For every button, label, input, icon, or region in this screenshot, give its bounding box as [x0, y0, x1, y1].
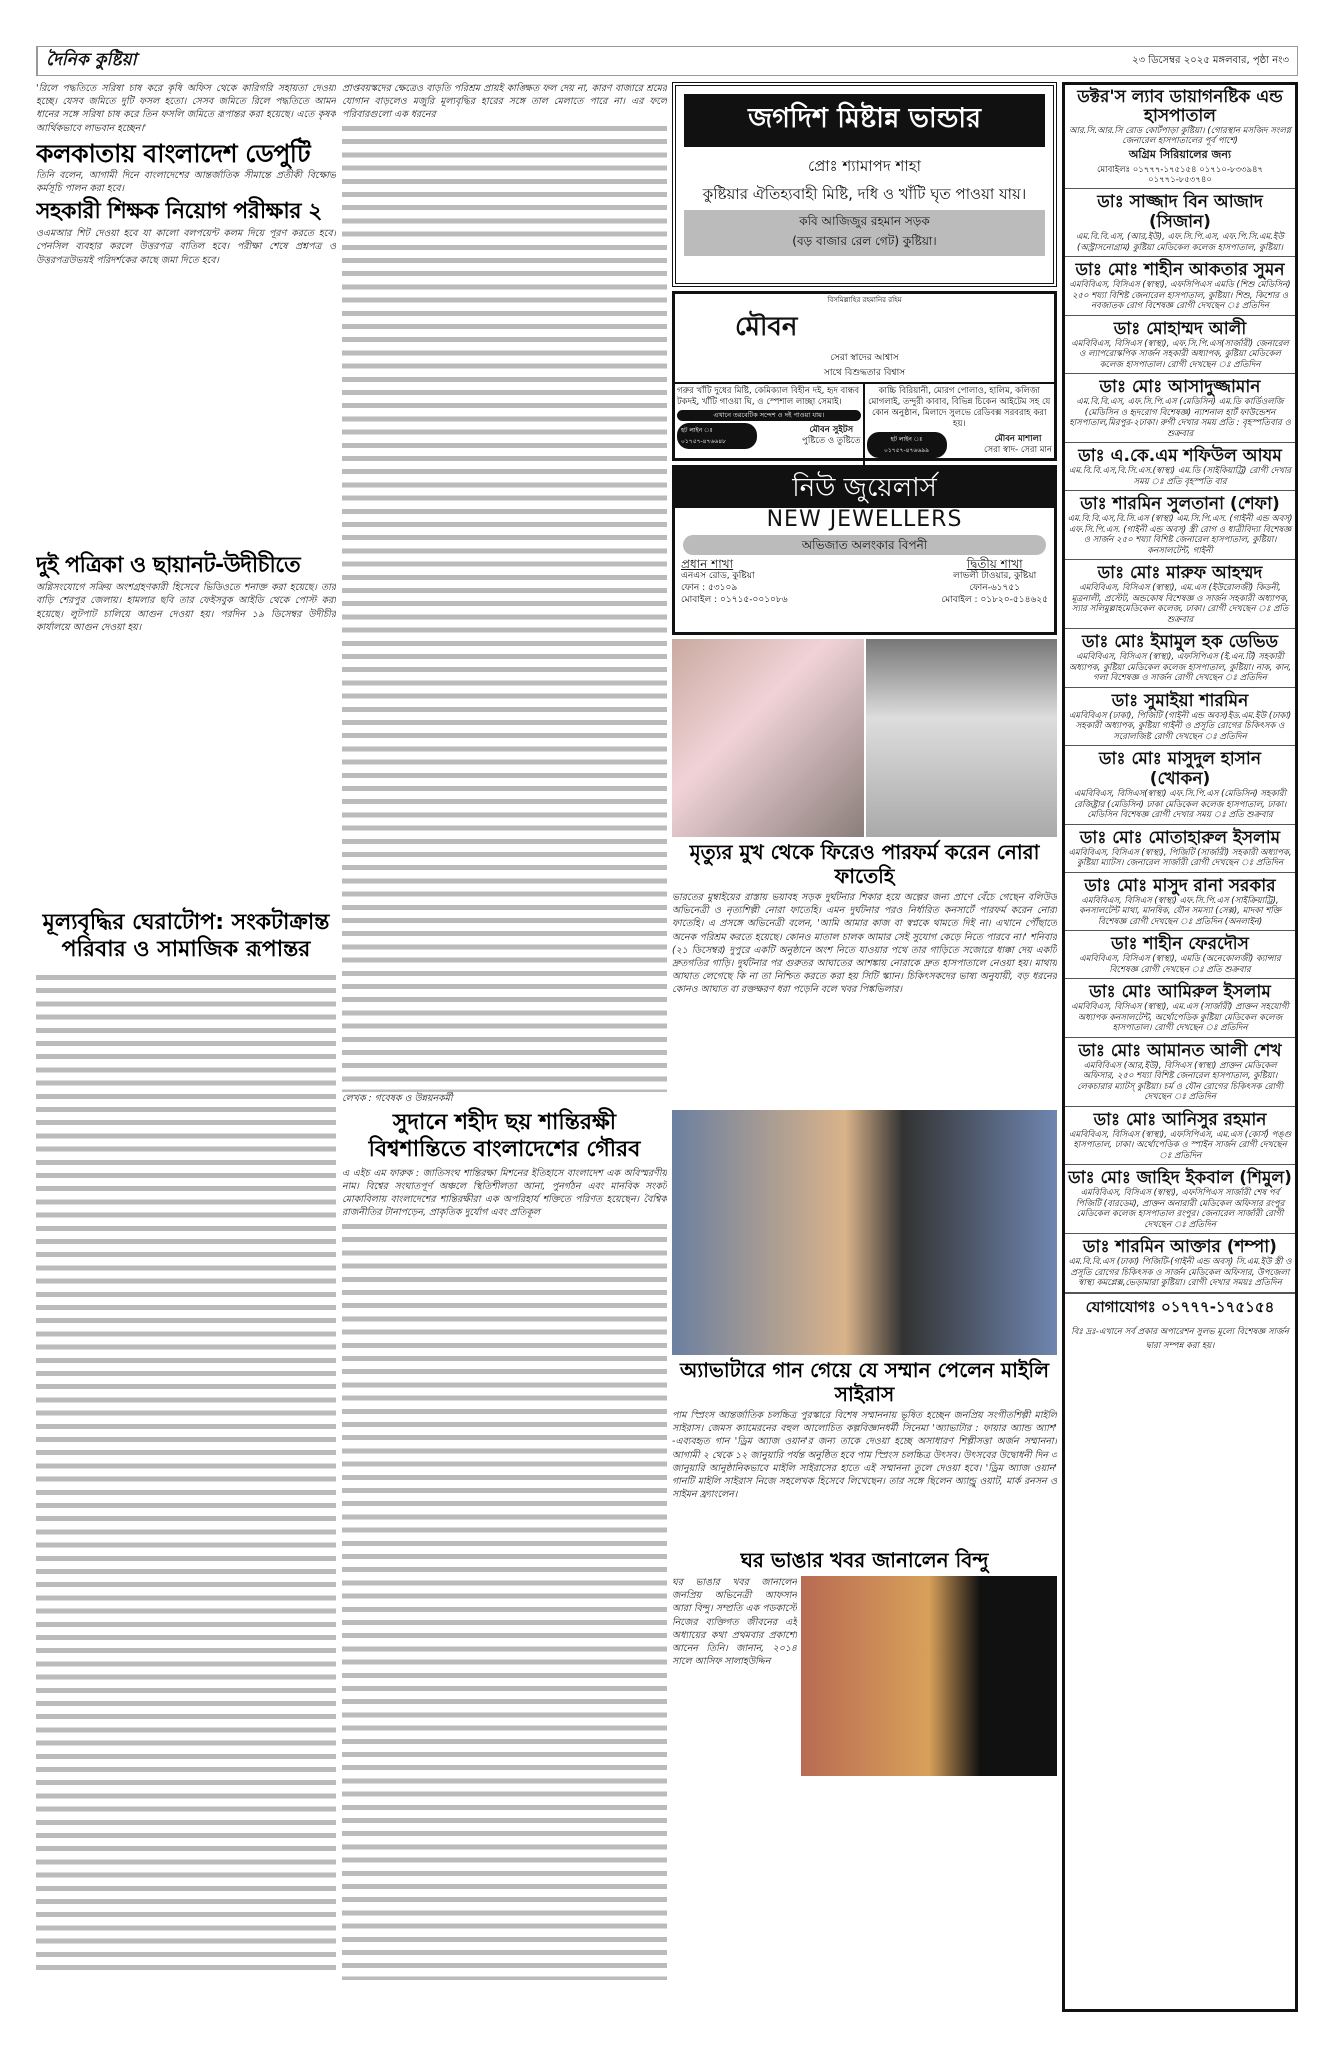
mouban-slogan1: সেরা স্বাদের আশ্বাস	[830, 353, 899, 363]
doctor-card	[1065, 491, 1295, 560]
column-4-doctors-lab	[1062, 82, 1298, 2012]
branch-2-phone: ফোন-৬১৭৫১	[969, 583, 1021, 593]
article-intro: 'রিলে পদ্ধতিতে সরিষা চাষ করে কৃষি অফিস থেকে কারিগরি সহায়তা দেওয়া হচ্ছে। যেসব জমিতে দুটি ফসল হতো। সেসব জমিতে রিলে পদ্ধতিতে আমন ধানের সঙ্গে সরিষা চাষ করে তিন ফসলি জমিতে রূপান্তর করা হয়েছে। এতে কৃষক আর্থিকভাবে লাভবান হচ্ছেন।'	[36, 83, 336, 134]
branch-1-phone: ফোন : ৫৩১০৯	[681, 583, 738, 593]
headline-udichi: দুই পত্রিকা ও ছায়ানট-উদীচীতে	[36, 553, 301, 579]
column-3	[672, 82, 1057, 2012]
doctor-details: এম.বি.বি.এস,বি.সি.এস.(স্বাস্থ্য) এম.ডি (সাইকিয়াট্রি) রোগী দেখার সময় ঃ প্রতি বৃহস্পতি বার	[1068, 466, 1292, 487]
mouban-left-text: গরুর খাঁটি দুধের মিষ্টি, কেমিক্যাল বিহীন দই, হৃদ বান্ধব টকদই, খাঁটি গাওয়া ঘি, ও স্পেশাল লাচ্ছা সেমাই।	[677, 386, 860, 407]
jewellers-branch-1	[681, 558, 788, 606]
jewellers-title-en: NEW JEWELLERS	[766, 507, 963, 532]
lab-serial: অগ্রিম সিরিয়ালের জন্য	[1128, 148, 1232, 161]
doctor-name: ডাঃ মোঃ মারুফ আহম্মদ	[1097, 563, 1263, 583]
headline-nora: মৃত্যুর মুখ থেকে ফিরেও পারফর্ম করেন নোরা ফাতেহি	[689, 840, 1040, 888]
lab-header	[1065, 85, 1295, 189]
doctor-card	[1065, 1165, 1295, 1234]
bindu-block	[672, 1576, 1057, 1776]
doctor-card	[1065, 560, 1295, 629]
doctor-details: এমবিবিএস, বিসিএস (স্বাস্থ্য) এফ.সি.পি.এস (সাইক্রিয়াট্রি), কনসালটেন্ট মাথা, মানষিক, যৌন সমস্যা (সেক্স), মাদকা শক্তি বিশেষজ্ঞ রোগী দেখছেন ঃ প্রতিদিন (অনলাইন)	[1078, 895, 1282, 927]
paper-name: দৈনিক কুষ্টিয়া	[46, 50, 137, 70]
doctor-name: ডাঃ শাহীন ফেরদৌস	[1111, 934, 1249, 954]
nora-photo	[672, 639, 864, 837]
doctor-name: ডাঃ মোঃ জাহিদ ইকবাল (শিমুল)	[1068, 1168, 1292, 1188]
car-photo	[866, 639, 1058, 837]
ad-jagadish	[672, 82, 1057, 287]
mouban-right-text: কাচ্চি বিরিয়ানী, মোরগ পোলাও, হালিম, কলিজা মোগলাই, তন্দুরী কাবাব, বিভিন্ন চিকেন আইটেম সহ যে কোন অনুষ্ঠান, মিলাদে সুলভে রেডিবক্স সরবরাহ করা হয়।	[868, 386, 1051, 429]
headline-sudan: সুদানে শহীদ ছয় শান্তিরক্ষী বিশ্বশান্তিতে বাংলাদেশের গৌরব	[368, 1109, 641, 1162]
doctor-details: এমবিবিএস, বিসিএস(স্বাস্থ্য) এফ.সি.পি.এস (মেডিসিন) সহকারী রেজিষ্ট্রার (মেডিসিন) ঢাকা মেডিকেল কলেজ হাসপাতাল, ঢাকা। মেডিসিন বিশেষজ্ঞ রোগী দেখার সময় ঃ প্রতি শুক্রবার	[1073, 789, 1287, 820]
doctor-name: ডাঃ শারমিন সুলতানা (শেফা)	[1080, 494, 1280, 514]
mouban-sections	[675, 382, 1054, 478]
doctor-details: এমবিবিএস, বিসিএস (স্বাস্থ্য), এম.এস (ইউরোলজী) কিডনী, মূত্রনালী, প্রস্টেট, অন্ডকোষ বিশেষজ্ঞ ও সার্জন সহকারী অধ্যাপক, স্যার সলিমুল্লাহমেডিকেল কলেজ, ঢাকা। রোগী দেখছেন ঃ প্রতি শুক্রবার	[1071, 583, 1289, 625]
doctor-details: এমবিবিএস, বিসিএস (স্বাস্থ্য), এফ.সি.পি.এস(সার্জারী) জেনারেল ও ল্যাপরোস্কপিক সার্জন সহকারী অধ্যাপক, কুষ্টিয়া মেডিকেল কলেজ হাসপাতাল। রোগী দেখছেন ঃ প্রতিদিন	[1071, 338, 1289, 370]
article-price-body	[36, 971, 336, 1971]
jagadish-tagline: কুষ্টিয়ার ঐতিহ্যবাহী মিষ্টি, দধি ও খাঁটি ঘৃত পাওয়া যায়।	[702, 185, 1027, 203]
headline-teacher: সহকারী শিক্ষক নিয়োগ পরীক্ষার ২	[36, 199, 322, 225]
doctor-details: এমবিবিএস, বিসিএস (স্বাস্থ্য), এফসিপিএস সার্জারী শেষ পর্ব পিজিটি (বারডেম), প্রাক্তন অনারারী মেডিকেল অফিসার রংপুর মেডিকেল কলেজ হাসপাতাল রংপুর। জেনারেল সার্জারী রোগী দেখছেন ঃ প্রতিদিন	[1075, 1188, 1285, 1230]
doctor-card	[1065, 629, 1295, 688]
doctor-details: এম.বি.বি.এস, এফ.সি.পি.এস (মেডিসিন) এম.ডি কার্ডিওলজি (মেডিসিন ও হৃদরোগ বিশেষজ্ঞ) ন্যাশনাল হার্ট ফাউন্ডেশন হাসপাতাল,মিরপুর-২ঢাকা। রুগী দেখার সময় প্রতি : বৃহস্পতিবার ও শুক্রবার	[1069, 397, 1291, 439]
branch-1-address: এনএস রোড, কুষ্টিয়া	[681, 571, 755, 581]
article-sudan-body	[342, 1220, 667, 1980]
branch-2-address: লাভলী টাওয়ার, কুষ্টিয়া	[953, 571, 1037, 581]
article-continued-body	[342, 122, 667, 1092]
headline-miley: অ্যাভাটারে গান গেয়ে যে সম্মান পেলেন মাইলি সাইরাস	[680, 1358, 1049, 1406]
lab-note: বিঃ দ্রঃ-এখানে সর্ব প্রকার অপারেশন সুলভ মূল্যে বিশেষজ্ঞ সার্জন দ্বারা সম্পন্ন করা হয়।	[1071, 1326, 1289, 1351]
doctor-name: ডাঃ সাজ্জাদ বিন আজাদ (সিজান)	[1097, 192, 1263, 232]
doctor-card	[1065, 688, 1295, 747]
lab-mobile: মোবাইলঃ ০১৭৭৭-১৭৫১৫৪ ০১৭১০-৮৩৩৯৪৭ ০১৭৭১-৮৫৩৭৪০	[1096, 165, 1264, 185]
doctor-name: ডাঃ মোঃ শাহীন আকতার সুমন	[1075, 260, 1285, 280]
doctor-name: ডাঃ মোহাম্মদ আলী	[1113, 318, 1247, 339]
mouban-hotline-2: হট লাইন ঃ ০১৭৫৭-৪৭৬৬৯৯	[867, 432, 947, 458]
mouban-masala-sub: সেরা স্বাদ- সেরা মান	[984, 445, 1052, 455]
nora-photos	[672, 639, 1057, 837]
doctor-name: ডাঃ শারমিন আক্তার (শম্পা)	[1083, 1237, 1277, 1257]
mouban-hotline-1: হট লাইন ঃ ০১৭৫৭-৪৭৬৬৪৮	[677, 423, 757, 449]
doctor-name: ডাঃ মোঃ আনিসুর রহমান	[1093, 1109, 1267, 1130]
doctor-card	[1065, 374, 1295, 443]
doctor-details: এমবিবিএস, বিসিএস (স্বাস্থ্য), এম.এস (সার্জারী) প্রাক্তন সহযোগী অধ্যাপক কনসালটেন্ট, অর্থোপেডিক কুষ্টিয়া মেডিকেল কলেজ হাসপাতাল। রোগী দেখছেন ঃ প্রতিদিন	[1071, 1002, 1289, 1033]
doctor-name: ডাঃ মোঃ আমানত আলী শেখ	[1078, 1040, 1282, 1061]
doctor-details: এম.বি.বি.এস,বি.সি.এস (স্বাস্থ্য) এম.সি.পি.এস. (গাইনী এন্ড অবস্) এফ.সি.পি.এস. (গাইনী এন্ড অবস্) স্ত্রী রোগ ও ধাত্রীবিদ্যা বিশেষজ্ঞ ও সার্জন ২৫০ শয্যা বিশিষ্ট জেনারেল হাসপাতাল, কুষ্টিয়া। কনসালটেন্ট, গাইনী	[1067, 514, 1293, 556]
doctor-card	[1065, 873, 1295, 932]
doctor-details: এমবিবিএস, বিসিএস (স্বাস্থ্য), পিজিটি (সার্জারী) সহকারী অধ্যাপক, কুষ্টিয়া ম্যাটস। জেনারেল সার্জারী রোগী দেখছেন ঃ প্রতিদিন	[1068, 847, 1292, 868]
jewellers-branches	[675, 558, 1054, 606]
mouban-bismillah: বিসমিল্লাহির রহমানির রহিম	[827, 296, 902, 304]
doctor-card	[1065, 189, 1295, 257]
branch-2-mobile: মোবাইল : ০১৮২০-৫১৪৬২৫	[941, 595, 1048, 605]
jewellers-title-bn: নিউ জুয়েলার্স	[675, 468, 1054, 508]
branch-2-title: দ্বিতীয় শাখা	[966, 557, 1023, 571]
mouban-title: মৌবন	[735, 312, 798, 342]
doctor-details: এমবিবিএস (আর,ইউ), বিসিএস (স্বাস্থ্য) প্রাক্তন মেডিকেল অফিসার, ২৫০ শয্যা বিশিষ্ট জেনারেল হাসপাতাল, কুষ্টিয়া। লেকচারার ম্যাটস্ কুষ্টিয়া। চর্ম ও যৌন রোগের চিকিৎসক রোগী দেখছেন ঃ প্রতিদিন	[1077, 1060, 1283, 1102]
mouban-note: এখানে তরবেটিক সন্দেশ ও দই পাওয়া যায়।	[677, 410, 861, 421]
mouban-right	[865, 384, 1055, 478]
doctor-card	[1065, 825, 1295, 873]
doctor-name: ডাঃ মোঃ আসাদুজ্জামান	[1099, 377, 1261, 397]
lab-contact: যোগাযোগঃ ০১৭৭৭-১৭৫১৫৪	[1065, 1293, 1295, 1323]
jagadish-title: জগদিশ মিষ্টান্ন ভান্ডার	[684, 94, 1045, 147]
doctor-details: এমবিবিএস, বিসিএস (স্বাস্থ্য), এফসিপিএস (ই.এন.টি) সহকারী অধ্যাপক, কুষ্টিয়া মেডিকেল কলেজ হাসপাতাল, কুষ্টিয়া। নাক, কান, গলা বিশেষজ্ঞ ও সার্জন রোগী দেখছেন ঃ প্রতিদিন	[1068, 652, 1292, 683]
doctor-details: এম.বি.বি.এস, (আর,ইউ), এফ.সি.পি.এস, এফ.পি.সি.এম.ইউ (অস্ট্রাসনোগ্রাম) কুষ্টিয়া মেডিকেল কলেজ হাসপাতাল, কুষ্টিয়া।	[1076, 232, 1284, 253]
doctor-card	[1065, 931, 1295, 979]
mouban-sweets-sub: পুষ্টিতে ও তুষ্টিতে	[802, 436, 861, 446]
article-sudan: এ এইচ এম ফারুক : জাতিসংঘ শান্তিরক্ষা মিশনের ইতিহাসে বাংলাদেশ এক অবিস্মরণীয় নাম। বিশ্বের সংঘাতপূর্ণ অঞ্চলে স্থিতিশীলতা আনা, পুনর্গঠন এবং মানবিক সংকট মোকাবিলায় বাংলাদেশের শান্তিরক্ষীরা এক অপরিহার্য শক্তিতে পরিণত হয়েছেন। বৈশ্বিক রাজনীতির টানাপড়েন, প্রাকৃতিক দুর্যোগ এবং প্রতিকূল	[342, 1167, 667, 1219]
jewellers-branch-2	[941, 558, 1048, 606]
bindu-photo	[801, 1576, 1057, 1776]
jewellers-tag: অভিজাত অলংকার বিপনী	[683, 535, 1046, 555]
doctor-name: ডাঃ মোঃ মোতাহারুল ইসলাম	[1079, 827, 1281, 848]
doctor-card	[1065, 1038, 1295, 1107]
doctor-name: ডাঃ মোঃ ইমামুল হক ডেভিড	[1081, 632, 1279, 652]
doctor-details: এমবিবিএস, বিসিএস (স্বাস্থ্য), এমডি (অনেকোলজী) ক্যান্সার বিশেষজ্ঞ রোগী দেখছেন ঃ প্রতি শুক্রবার	[1079, 954, 1281, 975]
doctor-card	[1065, 1234, 1295, 1293]
article-kolkata: তিনি বলেন, আগামী দিনে বাংলাদেশের আন্তর্জাতিক সীমান্তে প্রতীকী বিক্ষোভ কর্মসূচি পালন করা হবে।	[36, 169, 336, 195]
doctor-details: এমবিবিএস (ঢাকা), পিজিটি (গাইনী এন্ড অবস)ইড.এম.ইউ (ঢাকা) সহকারী অধ্যাপক, কুষ্টিয়া গাইনী ও প্রসূতি রোগের চিকিৎসক ও সরোলজিষ্ট রোগী দেখছেন ঃ প্রতিদিন	[1068, 710, 1292, 742]
date-page: ২৩ ডিসেম্বর ২০২৫ মঙ্গলবার, পৃষ্ঠা নং৩	[1132, 54, 1289, 66]
jagadish-address	[684, 210, 1045, 256]
headline-kolkata: কলকাতায় বাংলাদেশ ডেপুটি	[36, 138, 311, 168]
headline-price: মূল্যবৃদ্ধির ঘেরাটোপ: সংকটাক্রান্ত পরিবার ও সামাজিক রূপান্তর	[42, 910, 330, 963]
jagadish-addr1: কবি আজিজুর রহমান সড়ক	[799, 214, 930, 228]
article-nora: ভারতের মুম্বাইয়ের রাস্তায় ভয়াবহ সড়ক দুর্ঘটনার শিকার হয়ে অল্পের জন্য প্রাণে বেঁচে গেছেন বলিউড অভিনেত্রী ও নৃত্যশিল্পী নোরা ফাতেহি। এমন দুর্ঘটনার পরও নির্ধারিত কনসার্টে পারফর্ম করেন নোরা ফাতেহি। এ প্রসঙ্গে অভিনেত্রী বলেন, 'আমি আমার কাজ বা স্বপ্নকে থামতে দিই না। এখানে পৌঁছাতে অনেক পরিশ্রম করতে হয়েছে। কোনও মাতাল চালক আমার সেই সুযোগ কেড়ে নিতে পারবে না।' শনিবার (২১ ডিসেম্বর) দুপুরে একটি অনুষ্ঠানে অংশ নিতে যাওয়ার পথে তার গাড়িতে সজোরে ধাক্কা দেয় একটি দ্রুতগতির গাড়ি। দুর্ঘটনার পর গুরুতর আঘাতের আশঙ্কায় নোরাকে দ্রুত হাসপাতালে নেওয়া হয়। মাথায় আঘাত লেগেছে কি না তা নিশ্চিত করতে করা হয় সিটি স্ক্যান। চিকিৎসকদের ভাষ্য অনুযায়ী, বড় ধরনের কোনও আঘাত বা রক্তক্ষরণ ধরা পড়েনি বলে খবর পিঙ্কভিলার।	[672, 892, 1057, 996]
column-1	[36, 82, 336, 2012]
doctor-card	[1065, 316, 1295, 375]
miley-photo	[672, 1110, 1057, 1355]
mouban-left	[675, 384, 865, 478]
doctor-card	[1065, 1107, 1295, 1166]
jagadish-addr2: (বড় বাজার রেল গেট) কুষ্টিয়া।	[792, 234, 937, 248]
mouban-masala-name: মৌবন মাশালা	[994, 434, 1042, 444]
doctor-name: ডাঃ সুমাইয়া শারমিন	[1111, 690, 1249, 711]
doctor-details: এমবিবিএস, বিসিএস (স্বাস্থ্য), এফসিপিএস, এম.এস (কোর্স) পঙ্গু হাসপাতাল, ঢাকা। অর্থোপেডিক ও স্পাইন সার্জন রোগী দেখছেন ঃ প্রতিদিন	[1068, 1129, 1292, 1161]
lab-title: ডক্টর'স ল্যাব ডায়াগনষ্টিক এন্ড হাসপাতাল	[1077, 87, 1283, 126]
doctor-list	[1065, 189, 1295, 1293]
article-bindu: ঘর ভাঙার খবর জানালেন জনপ্রিয় অভিনেত্রী আফসান আরা বিন্দু। সম্প্রতি এক পডকাস্টে নিজের ব্যক্তিগত জীবনের এই অধ্যায়ের কথা প্রথমবার প্রকাশ্যে আনেন তিনি। জানান, ২০১৪ সালে আসিফ সালাহউদ্দিন	[672, 1577, 797, 1668]
mouban-slogan2: সাথে বিশুদ্ধতার বিশ্বাস	[823, 368, 906, 378]
lab-address: আর.সি.আর.সি রোড কোর্টপাড়া কুষ্টিয়া। (গোরস্থান মসজিদ সংলগ্ন জেনারেল হাসপাতালের পূর্ব পাশে)	[1069, 126, 1291, 146]
article-miley: পাম স্প্রিংস আন্তর্জাতিক চলচ্চিত্র পুরস্কারে বিশেষ সম্মাননায় ভূষিত হচ্ছেন জনপ্রিয় সংগীতশিল্পী মাইলি সাইরাস। জেমস ক্যামেরনের বহুল আলোচিত কল্পবিজ্ঞানধর্মী সিনেমা 'অ্যাভাটার : ফায়ার অ্যান্ড অ্যাশ' -এব্যবহৃত গান 'ড্রিম অ্যাজ ওয়ান'র জন্য তাকে দেওয়া হচ্ছে অসাধারণ শিল্পীসত্তা অর্জন সম্মাননা। আগামী ২ থেকে ১২ জানুয়ারি পর্যন্ত অনুষ্ঠিত হবে পাম স্প্রিংস চলচ্চিত্র উৎসব। উৎসবের উদ্বোধনী দিন ৩ জানুয়ারি আনুষ্ঠানিকভাবে মাইলি সাইরাসের হাতে এই সম্মাননা তুলে দেওয়া হবে। 'ড্রিম অ্যাজ ওয়ান' গানটি মাইলি সাইরাস নিজে সহলেখক হিসেবে লিখেছেন। তার সঙ্গে ছিলেন অ্যান্ড্রু ওয়াট, মার্ক রনসন ও সাইমন ফ্র্যাংলেন।	[672, 1410, 1057, 1501]
branch-1-title: প্রধান শাখা	[681, 557, 734, 571]
branch-1-mobile: মোবাইল : ০১৭১৫-০০১০৮৬	[681, 595, 788, 605]
column-2	[342, 82, 667, 2012]
doctor-name: ডাঃ মোঃ আমিরুল ইসলাম	[1089, 982, 1271, 1002]
mouban-sweets-name: মৌবন সুইটস	[809, 425, 854, 435]
jagadish-prop: প্রোঃ শ্যামাপদ শাহা	[808, 157, 921, 175]
article-teacher: ওএমআর শিট দেওয়া হবে যা কালো বলপয়েন্ট কলম দিয়ে পূরণ করতে হবে। পেনসিল ব্যবহার করলে উত্তরপত্র বাতিল হবে। পরীক্ষা শেষে প্রশ্নপত্র ও উত্তরপত্রউভয়ই পরিদর্শকের কাছে জমা দিতে হবে।	[36, 228, 336, 266]
doctor-card	[1065, 979, 1295, 1038]
headline-bindu: ঘর ভাঙার খবর জানালেন বিন্দু	[740, 1548, 989, 1572]
page-header	[36, 46, 1298, 76]
doctor-card	[1065, 746, 1295, 825]
doctor-details: এম.বি.বি.এস (ঢাকা) পিজিটি-(গাইনী এন্ড অবস্) সি.এম.ইউ স্ত্রী ও প্রসূতি রোগের চিকিৎসক ও সার্জন মেডিকেল অফিসার, উপজেলা স্বাস্থ্য কমপ্লেক্স,ভেড়ামারা কুষ্টিয়া। রোগী দেখার সময়ঃ প্রতিদিন	[1068, 1257, 1292, 1288]
doctor-details: এমবিবিএস, বিসিএস (স্বাস্থ্য), এফসিপিএস এমডি (শিশু মেডিসিন) ২৫০ শয্যা বিশিষ্ট জেনারেল হাসপাতাল, কুষ্টিয়া। শিশু, কিশোর ও নবজাতক রোগ বিশেষজ্ঞ রোগী দেখছেন ঃ প্রতিদিন	[1069, 280, 1291, 311]
doctor-name: ডাঃ এ.কে.এম শফিউল আযম	[1078, 446, 1282, 466]
doctor-name: ডাঃ মোঃ মাসুদুল হাসান (খোকন)	[1099, 749, 1261, 789]
ad-new-jewellers	[672, 465, 1057, 635]
doctor-card	[1065, 257, 1295, 316]
ad-mouban	[672, 291, 1057, 461]
article-continued: প্রাপ্তবয়স্কদের ক্ষেত্রেও বাড়তি পরিশ্রম প্রায়ই কাঙ্ক্ষিত ফল দেয় না, কারণ বাজারে শ্রমের যোগান বাড়লেও মজুরি মূল্যবৃদ্ধির হারের সঙ্গে তাল মেলাতে পারে না। এর ফলে পরিবারগুলো এক ধরনের	[342, 83, 667, 121]
doctor-name: ডাঃ মোঃ মাসুদ রানা সরকার	[1084, 875, 1276, 896]
article-udichi: অগ্নিসংযোগে সক্রিয় অংশগ্রহণকারী হিসেবে ভিডিওতে শনাক্ত করা হয়েছে। তার বাড়ি শেরপুর জেলায়। হামলার ছবি তার ফেইসবুক আইডি থেকে পোস্ট করা হয়েছে। লুটপাট চালিয়ে আগুন দেওয়া হয়। পরদিন ১৯ ডিসেম্বর উদীচীর কার্যালয়ে আগুন দেওয়া হয়।	[36, 582, 336, 633]
doctor-card	[1065, 443, 1295, 491]
author-note: লেখক : গবেষক ও উন্নয়নকর্মী	[342, 1092, 453, 1104]
